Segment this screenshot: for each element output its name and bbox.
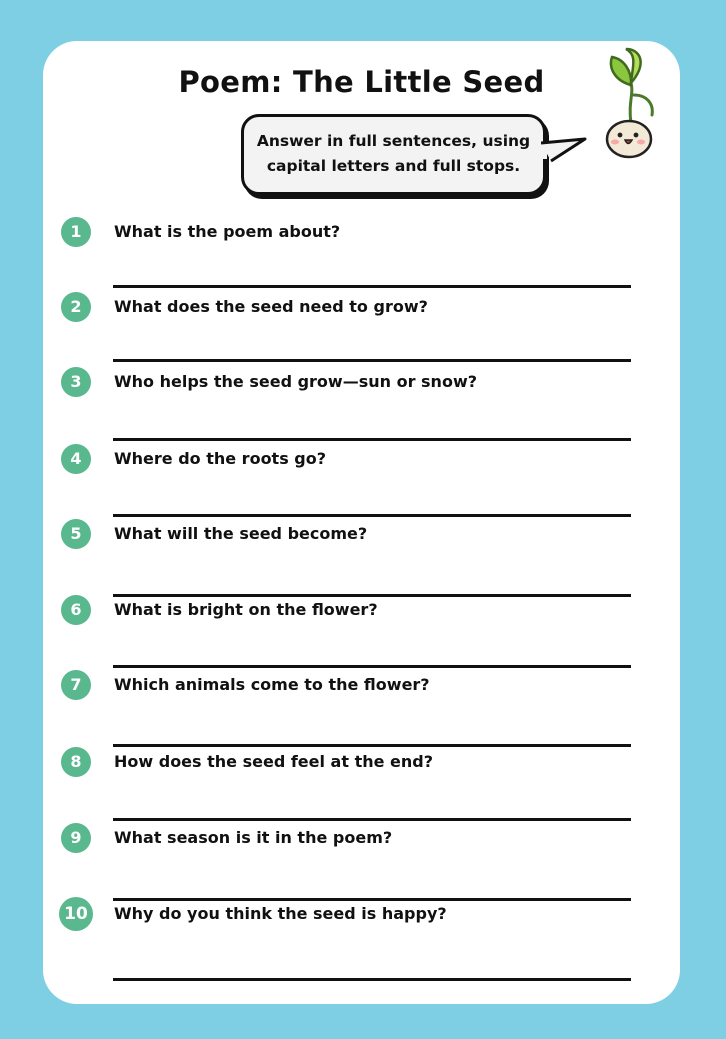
question-item bbox=[43, 292, 680, 368]
answer-line[interactable] bbox=[113, 665, 631, 668]
question-text: What will the seed become? bbox=[114, 524, 368, 543]
question-number-badge: 9 bbox=[61, 823, 91, 853]
question-text: What is the poem about? bbox=[114, 222, 341, 241]
question-text: Where do the roots go? bbox=[114, 449, 327, 468]
question-item bbox=[43, 444, 680, 520]
question-item bbox=[43, 217, 680, 293]
sprout-seed-icon bbox=[598, 43, 668, 163]
question-item bbox=[43, 367, 680, 443]
question-item bbox=[43, 670, 680, 746]
question-number-badge: 3 bbox=[61, 367, 91, 397]
question-text: How does the seed feel at the end? bbox=[114, 752, 434, 771]
question-number-badge: 8 bbox=[61, 747, 91, 777]
instruction-text: Answer in full sentences, using capital letters and full stops. bbox=[256, 132, 531, 175]
question-number-badge: 1 bbox=[61, 217, 91, 247]
question-text: What does the seed need to grow? bbox=[114, 297, 428, 316]
answer-line[interactable] bbox=[113, 514, 631, 517]
answer-line[interactable] bbox=[113, 359, 631, 362]
question-item bbox=[43, 899, 680, 975]
question-number-badge: 7 bbox=[61, 670, 91, 700]
question-text: Which animals come to the flower? bbox=[114, 675, 430, 694]
question-item bbox=[43, 747, 680, 823]
answer-line[interactable] bbox=[113, 978, 631, 981]
question-text: What season is it in the poem? bbox=[114, 828, 393, 847]
question-text: Why do you think the seed is happy? bbox=[114, 904, 447, 923]
speech-bubble-tail bbox=[541, 137, 589, 173]
question-number-badge: 5 bbox=[61, 519, 91, 549]
question-text: What is bright on the flower? bbox=[114, 600, 378, 619]
worksheet-title: Poem: The Little Seed bbox=[178, 65, 545, 99]
question-number-badge: 2 bbox=[61, 292, 91, 322]
question-number-badge: 6 bbox=[61, 595, 91, 625]
question-number-badge: 4 bbox=[61, 444, 91, 474]
answer-line[interactable] bbox=[113, 285, 631, 288]
question-number-badge: 10 bbox=[59, 897, 93, 931]
answer-line[interactable] bbox=[113, 438, 631, 441]
instruction-speech-bubble bbox=[241, 114, 546, 195]
question-item bbox=[43, 519, 680, 595]
question-text: Who helps the seed grow—sun or snow? bbox=[114, 372, 477, 391]
answer-line[interactable] bbox=[113, 818, 631, 821]
question-item bbox=[43, 823, 680, 899]
worksheet-card bbox=[43, 41, 680, 1004]
question-item bbox=[43, 595, 680, 671]
